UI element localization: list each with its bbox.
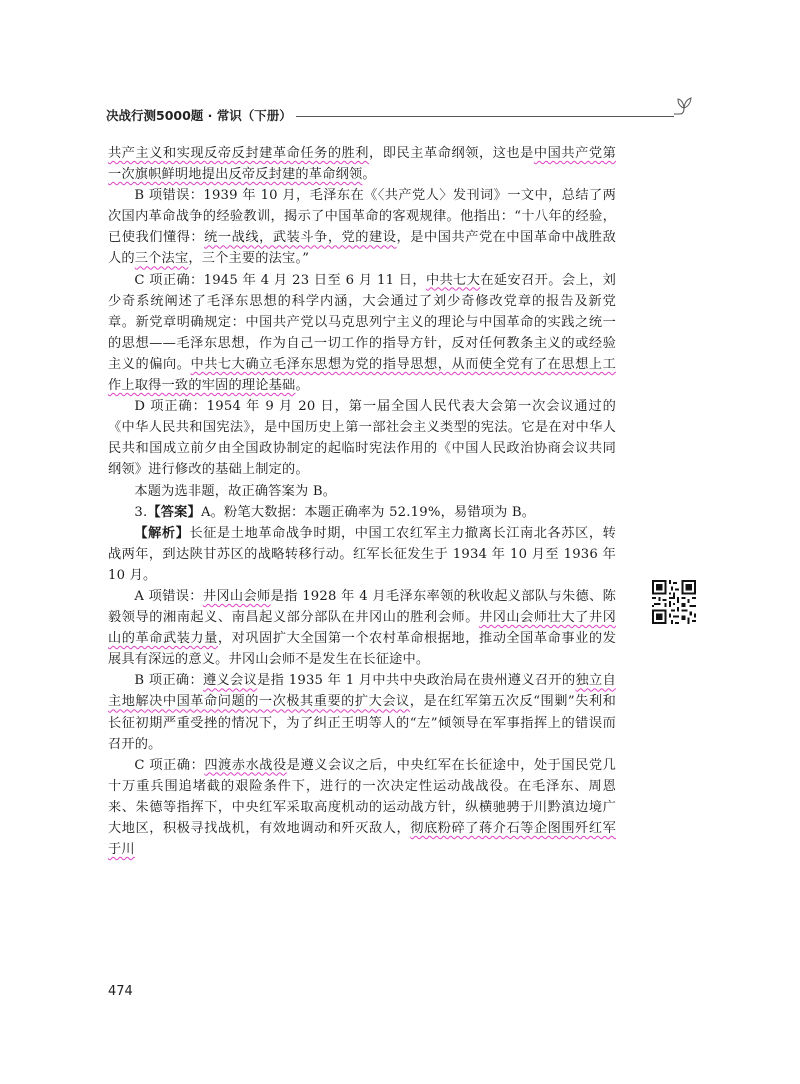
paragraph	[108, 481, 616, 502]
running-header	[106, 104, 696, 126]
highlight-text: 四渡赤水战役	[204, 757, 287, 773]
text: D 项正确：1954 年 9 月 20 日，第一届全国人民代表大会第一次会议通过的《中华人民共和国宪法》，是中国历史上第一部社会主义类型的宪法。它是在对中华人民共和国成立前夕由全国政协制定的起临时宪法作用的《中国人民政治协商会议共同纲领》进行修改的基础上制定的。	[108, 399, 616, 478]
text: 是指 1935 年 1 月中共中央政治局在贵州遵义召开的	[257, 673, 576, 689]
paragraph	[108, 586, 616, 670]
text: 本题为选非题，故正确答案为 B。	[134, 483, 337, 499]
sprout-icon	[672, 94, 696, 118]
highlight-text: 中共七大确立毛泽东思想为党的指导思想，从而使全党有了在思想上工作上取得一致的牢固的理论基础	[108, 356, 616, 394]
text: B 项正确：	[134, 673, 203, 689]
text: ，即民主革命纲领，这也是	[369, 146, 534, 161]
paragraph	[108, 270, 616, 397]
text: 长征是土地革命战争时期，中国工农红军主力撤离长江南北各苏区，转战两年，到达陕甘苏区的战略转移行动。红军长征发生于 1934 年 10 月至 1936 年 10 月。	[108, 525, 616, 583]
highlight-text: 遵义会议	[202, 673, 258, 689]
highlight-text: 井冈山会师壮大了井冈山的革命武装力量	[108, 610, 616, 647]
paragraph	[108, 185, 616, 269]
text: 。	[295, 378, 309, 394]
answer-paragraph	[108, 502, 616, 523]
paragraph	[108, 396, 616, 480]
text: 是指 1928 年 4 月毛泽东率领的秋收起义部队与朱德、陈毅领导的湘南起义、南昌起义部分部队在井冈山的胜利会师。	[108, 588, 617, 626]
text: 在延安召开。会上，刘少奇系统阐述了毛泽东思想的科学内涵，大会通过了刘少奇修改党章的报告及新党章。新党章明确规定：中国共产党以马克思列宁主义的理论与中国革命的实践之统一的思想——毛泽东思想，作为自己一切工作的指导方针，反对任何教条主义的或经验主义的偏向。	[108, 272, 617, 372]
page-number: 474	[108, 984, 133, 999]
text: ，是在红军第五次反“围剿”失利和长征初期严重受挫的情况下，为了纠正王明等人的“左”倾领导在军事指挥上的错误而召开的。	[108, 694, 617, 752]
highlight-text: 共产主义和实现反帝反封建革命任务的胜利	[108, 146, 370, 161]
highlight-text: 三个法宝	[134, 251, 189, 267]
highlight-text: 彻底粉碎了蒋介石等企图围歼红军于川	[108, 821, 616, 858]
paragraph	[108, 670, 616, 754]
paragraph	[108, 143, 616, 185]
text: 是遵义会议之后，中央红军在长征途中，处于国民党几十万重兵围追堵截的艰险条件下，进行的一次决定性运动战战役。在毛泽东、周恩来、朱德等指挥下，中央红军采取高度机动的运动战方针，纵横驰骋于川黔滇边境广大地区，积极寻找战机，有效地调动和歼灭敌人，	[108, 757, 617, 836]
highlight-text: 统一战线，武装斗争，党的建设	[204, 230, 397, 246]
highlight-text: 中共七大	[425, 272, 481, 288]
answer-label: 【答案】	[147, 504, 201, 520]
header-rule	[296, 116, 674, 117]
analysis-paragraph	[108, 523, 616, 586]
text: ，三个主要的法宝。”	[188, 251, 310, 267]
highlight-text: 中国共产党第一次旗帜鲜明地提出反帝反封建的革命纲领	[108, 146, 617, 183]
text: C 项正确：	[134, 757, 205, 773]
highlight-text: 独立自主地解决中国革命问题的一次极其重要的扩大会议	[108, 673, 616, 710]
article-body	[108, 143, 616, 860]
text: A 项错误：	[134, 588, 203, 604]
text: ，对巩固扩大全国第一个农村革命根据地，推动全国革命事业的发展具有深远的意义。井冈山会师不是发生在长征途中。	[108, 631, 616, 668]
text: 。	[362, 167, 376, 183]
highlight-text: 井冈山会师	[202, 588, 271, 604]
paragraph	[108, 755, 616, 860]
text: B 项错误：1939 年 10 月，毛泽东在《〈共产党人〉发刊词》一文中，总结了两次国内革命战争的经验教训，揭示了中国革命的客观规律。他指出：“十八年的经验，已使我们懂得：	[108, 188, 616, 246]
book-title: 决战行测5000题 · 常识（下册）	[106, 108, 292, 123]
analysis-label: 【解析】	[134, 525, 190, 541]
text: C 项正确：1945 年 4 月 23 日至 6 月 11 日，	[134, 272, 426, 288]
text: ，是中国共产党在中国革命中战胜敌人的	[108, 230, 616, 267]
text: A。粉笔大数据：本题正确率为 52.19%，易错项为 B。	[200, 504, 536, 520]
question-number: 3.	[134, 504, 148, 520]
qr-code-icon[interactable]	[652, 580, 696, 624]
